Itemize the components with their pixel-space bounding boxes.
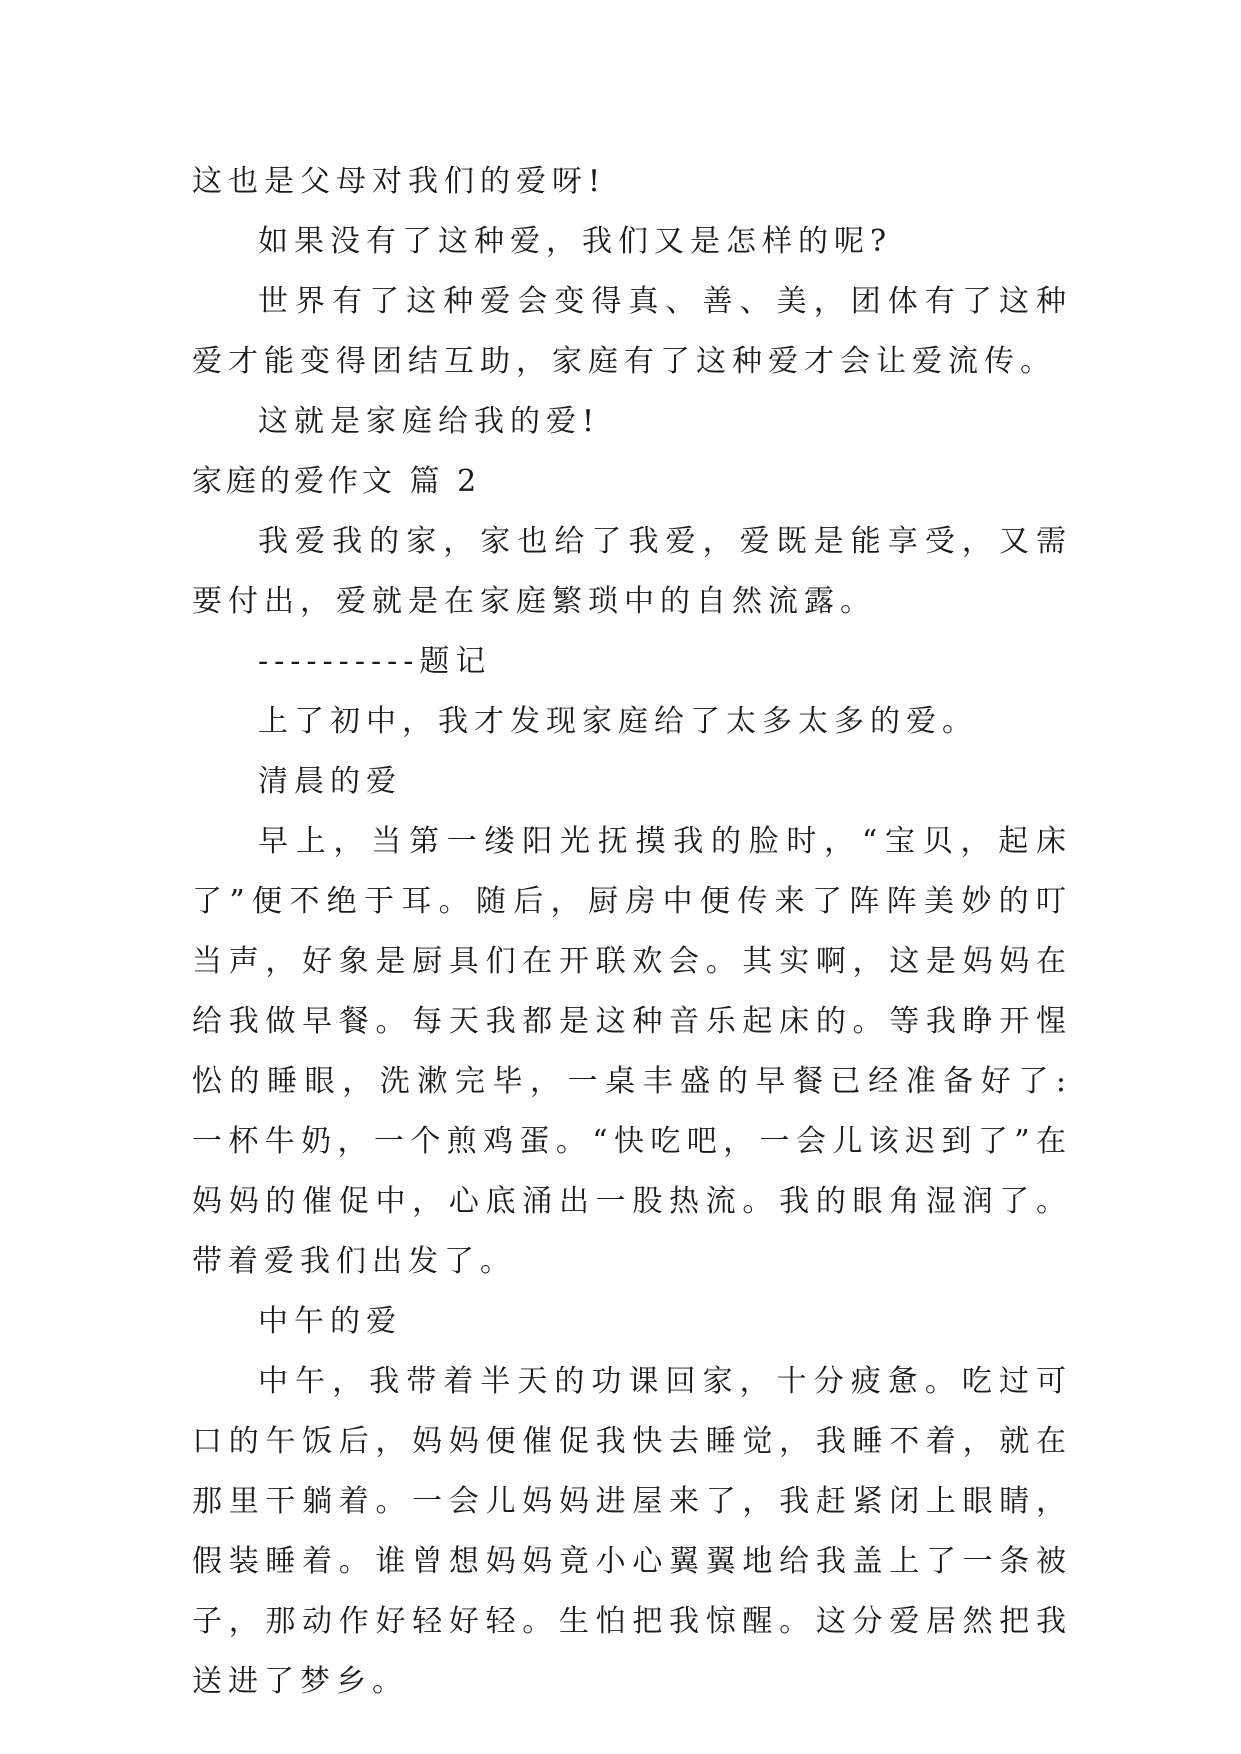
paragraph: 中午，我带着半天的功课回家，十分疲惫。吃过可口的午饭后，妈妈便催促我快去睡觉，我睡不着，就在那里干躺着。一会儿妈妈进屋来了，我赶紧闭上眼睛，假装睡着。谁曾想妈妈竟小心翼翼地给我盖上了一条被子，那动作好轻好轻。生怕把我惊醒。这分爱居然把我送进了梦乡。 bbox=[192, 1364, 1072, 1699]
document-page bbox=[192, 152, 1072, 1712]
paragraph: 如果没有了这种爱，我们又是怎样的呢? bbox=[258, 224, 893, 259]
paragraph: 这也是父母对我们的爱呀! bbox=[192, 164, 607, 199]
epigraph-signature: ----------题记 bbox=[258, 644, 492, 679]
paragraph: 这就是家庭给我的爱! bbox=[258, 404, 601, 439]
subheading: 中午的爱 bbox=[258, 1304, 402, 1339]
section-heading: 家庭的爱作文 篇 2 bbox=[192, 464, 481, 499]
subheading: 清晨的爱 bbox=[258, 764, 402, 799]
paragraph: 早上，当第一缕阳光抚摸我的脸时，“宝贝，起床了”便不绝于耳。随后，厨房中便传来了阵阵美妙的叮当声，好象是厨具们在开联欢会。其实啊，这是妈妈在给我做早餐。每天我都是这种音乐起床的。等我睁开惺忪的睡眼，洗漱完毕，一桌丰盛的早餐已经准备好了:一杯牛奶，一个煎鸡蛋。“快吃吧，一会儿该迟到了”在妈妈的催促中，心底涌出一股热流。我的眼角湿润了。带着爱我们出发了。 bbox=[192, 824, 1072, 1279]
paragraph: 世界有了这种爱会变得真、善、美，团体有了这种爱才能变得团结互助，家庭有了这种爱才会让爱流传。 bbox=[192, 284, 1072, 379]
paragraph: 我爱我的家，家也给了我爱，爱既是能享受，又需要付出，爱就是在家庭繁琐中的自然流露。 bbox=[192, 524, 1072, 619]
paragraph: 上了初中，我才发现家庭给了太多太多的爱。 bbox=[258, 704, 978, 739]
